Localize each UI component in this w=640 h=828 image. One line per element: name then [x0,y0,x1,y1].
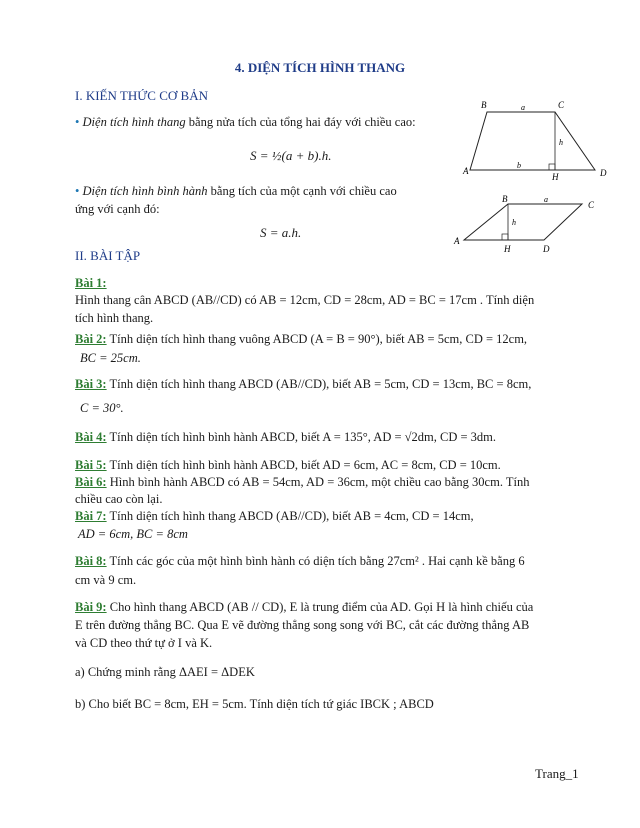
exercise-8-text-2: cm và 9 cm. [75,573,137,587]
parallelogram-definition: bằng tích của một cạnh với chiều cao [207,184,397,198]
formula-parallelogram: S = a.h. [260,225,302,240]
trapezoid-outline [470,112,595,170]
exercise-6 [75,475,529,490]
exercise-7-label: Bài 7: [75,509,107,523]
parallelogram-outline [464,204,582,240]
exercise-9-part-a: a) Chứng minh rằng ΔAEI = ΔDEK [75,665,255,679]
exercise-1 [75,276,107,291]
section-1-heading: I. KIẾN THỨC CƠ BẢN [75,88,208,103]
exercise-5-label: Bài 5: [75,458,107,472]
exercise-7 [75,509,474,524]
para-label-a: a [544,195,548,204]
trap-label-H: H [552,172,559,182]
trap-label-C: C [558,100,565,110]
para-label-C: C [588,200,595,210]
trap-label-A: A [463,166,469,176]
page-number: Trang_1 [535,766,579,781]
exercise-8-label: Bài 8: [75,554,107,568]
exercise-2-label: Bài 2: [75,332,107,346]
trapezoid-figure [455,98,615,182]
para-label-H: H [504,244,511,254]
parallelogram-figure [450,192,610,256]
exercise-8-text-1: Tính các góc của một hình bình hành có diện tích bằng 27cm² . Hai cạnh kề bằng 6 [106,554,525,568]
bullet-parallelogram-area [75,184,397,199]
exercise-2 [75,332,527,347]
exercise-9-text-1: Cho hình thang ABCD (AB // CD), E là trung điểm của AD. Gọi H là hình chiếu của [106,600,534,614]
exercise-4-label: Bài 4: [75,430,107,444]
bullet-icon: • [75,184,80,198]
exercise-9-label: Bài 9: [75,600,107,614]
bullet-icon: • [75,115,80,129]
exercise-4 [75,430,496,445]
exercise-1-label: Bài 1: [75,276,107,290]
trap-label-b: b [517,161,521,170]
exercise-8 [75,554,525,569]
right-angle-icon [502,234,508,240]
exercise-3-label: Bài 3: [75,377,107,391]
page-title: 4. DIỆN TÍCH HÌNH THANG [234,60,406,75]
exercise-3-text-2: C = 30°. [80,401,124,415]
exercise-2-text-2: BC = 25cm. [80,351,141,365]
exercise-5 [75,458,501,473]
trap-label-a: a [521,103,525,112]
exercise-1-text-1: Hình thang cân ABCD (AB//CD) có AB = 12cm, CD = 28cm, AD = BC = 17cm . Tính diện [75,293,535,307]
exercise-9-text-3: và CD theo thứ tự ở I và K. [75,636,213,650]
para-label-D: D [543,244,550,254]
exercise-6-label: Bài 6: [75,475,107,489]
exercise-6-text-2: chiều cao còn lại. [75,492,163,506]
exercise-1-text-2: tích hình thang. [75,311,154,325]
exercise-2-text-1: Tính diện tích hình thang vuông ABCD (A = B = 90°), biết AB = 5cm, CD = 12cm, [106,332,528,346]
exercise-7-text-1: Tính diện tích hình thang ABCD (AB//CD), biết AB = 4cm, CD = 14cm, [106,509,474,523]
trapezoid-definition: bằng nửa tích của tổng hai đáy với chiều cao: [185,115,416,129]
trap-label-B: B [481,100,487,110]
section-2-heading: II. BÀI TẬP [75,248,141,263]
bullet-trapezoid-area [75,115,416,130]
exercise-6-text-1: Hình bình hành ABCD có AB = 54cm, AD = 36cm, một chiều cao bằng 30cm. Tính [106,475,530,489]
trapezoid-term: Diện tích hình thang [82,115,186,129]
exercise-9-text-2: E trên đường thẳng BC. Qua E vẽ đường thẳng song song với BC, cắt các đường thẳng AB [75,618,530,632]
parallelogram-term: Diện tích hình bình hành [82,184,208,198]
exercise-3-text-1: Tính diện tích hình thang ABCD (AB//CD), biết AB = 5cm, CD = 13cm, BC = 8cm, [106,377,532,391]
exercise-5-text-1: Tính diện tích hình bình hành ABCD, biết AD = 6cm, AC = 8cm, CD = 10cm. [106,458,501,472]
trap-label-D: D [600,168,607,178]
para-label-h: h [512,218,516,227]
exercise-7-text-2: AD = 6cm, BC = 8cm [78,527,188,541]
parallelogram-definition-cont: ứng với cạnh đó: [75,202,160,216]
exercise-9-part-b: b) Cho biết BC = 8cm, EH = 5cm. Tính diện tích tứ giác IBCK ; ABCD [75,697,434,711]
exercise-3 [75,377,531,392]
para-label-B: B [502,194,508,204]
right-angle-icon [549,164,555,170]
formula-trapezoid: S = ½(a + b).h. [250,148,332,163]
exercise-4-text-1: Tính diện tích hình bình hành ABCD, biết A = 135°, AD = √2dm, CD = 3dm. [106,430,496,444]
para-label-A: A [454,236,460,246]
exercise-9 [75,600,533,615]
trap-label-h: h [559,138,563,147]
